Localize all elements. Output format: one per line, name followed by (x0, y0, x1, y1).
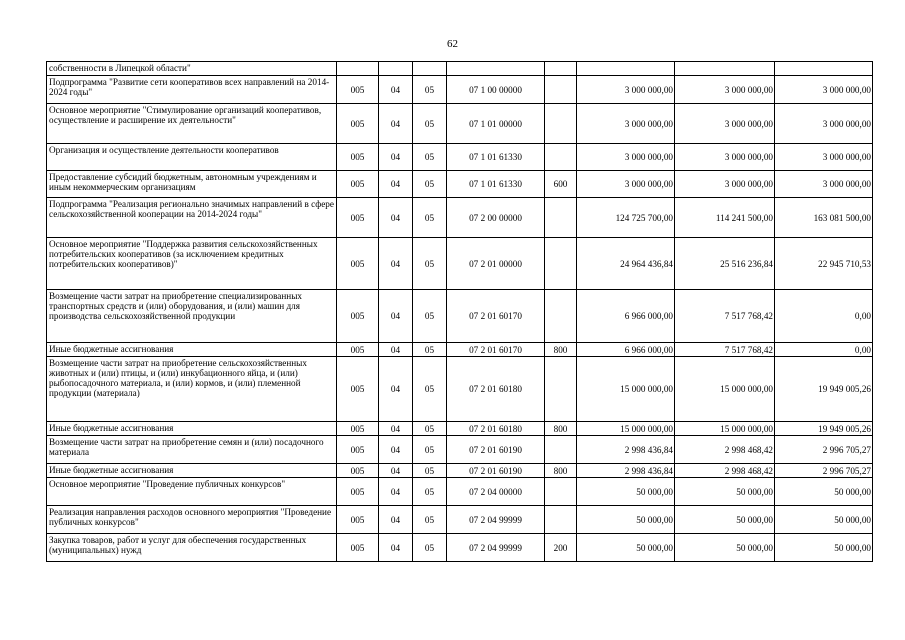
table-row (47, 104, 873, 144)
row-expense-type-cell: 800 (545, 464, 577, 478)
row-section-code-cell (379, 62, 413, 76)
row-section-code-cell: 04 (379, 76, 413, 104)
row-expense-type-cell: 800 (545, 422, 577, 436)
row-ministry-code-cell: 005 (337, 198, 379, 238)
table-row (47, 238, 873, 290)
row-amount-year3-cell: 3 000 000,00 (775, 171, 873, 198)
row-name-cell: Закупка товаров, работ и услуг для обеспечения государственных (муниципальных) нужд (47, 534, 337, 562)
row-amount-year2-cell: 50 000,00 (675, 506, 775, 534)
row-target-article-cell: 07 2 04 99999 (447, 534, 545, 562)
table-row (47, 464, 873, 478)
row-target-article-cell: 07 2 01 60180 (447, 357, 545, 422)
row-name-cell: Иные бюджетные ассигнования (47, 464, 337, 478)
row-amount-year3-cell: 2 996 705,27 (775, 436, 873, 464)
row-amount-year2-cell: 3 000 000,00 (675, 104, 775, 144)
row-amount-year3-cell: 2 996 705,27 (775, 464, 873, 478)
row-section-code-cell: 04 (379, 171, 413, 198)
row-amount-year1-cell: 24 964 436,84 (577, 238, 675, 290)
row-subsection-code-cell: 05 (413, 534, 447, 562)
row-name-cell: Возмещение части затрат на приобретение специализированных транспортных средств и (или) оборудования, и (или) машин для производства сельскохозяйственной продукции (47, 290, 337, 343)
row-section-code-cell: 04 (379, 436, 413, 464)
row-expense-type-cell (545, 506, 577, 534)
row-ministry-code-cell (337, 62, 379, 76)
row-amount-year2-cell: 114 241 500,00 (675, 198, 775, 238)
row-target-article-cell: 07 1 01 61330 (447, 171, 545, 198)
table-row (47, 76, 873, 104)
row-subsection-code-cell: 05 (413, 343, 447, 357)
row-name-cell: Иные бюджетные ассигнования (47, 343, 337, 357)
row-amount-year1-cell: 15 000 000,00 (577, 422, 675, 436)
row-section-code-cell: 04 (379, 144, 413, 171)
row-subsection-code-cell: 05 (413, 478, 447, 506)
row-section-code-cell: 04 (379, 198, 413, 238)
row-amount-year1-cell: 50 000,00 (577, 506, 675, 534)
row-target-article-cell: 07 2 01 60190 (447, 436, 545, 464)
table-row (47, 422, 873, 436)
row-expense-type-cell (545, 357, 577, 422)
row-subsection-code-cell: 05 (413, 238, 447, 290)
row-amount-year1-cell: 6 966 000,00 (577, 343, 675, 357)
row-name-cell: Реализация направления расходов основного мероприятия "Проведение публичных конкурсов" (47, 506, 337, 534)
row-target-article-cell: 07 2 04 99999 (447, 506, 545, 534)
row-name-cell: Организация и осуществление деятельности кооперативов (47, 144, 337, 171)
row-section-code-cell: 04 (379, 357, 413, 422)
row-ministry-code-cell: 005 (337, 436, 379, 464)
row-target-article-cell: 07 2 04 00000 (447, 478, 545, 506)
row-expense-type-cell (545, 76, 577, 104)
row-target-article-cell: 07 1 01 61330 (447, 144, 545, 171)
row-amount-year1-cell: 2 998 436,84 (577, 436, 675, 464)
row-subsection-code-cell: 05 (413, 144, 447, 171)
row-amount-year2-cell: 50 000,00 (675, 478, 775, 506)
row-name-cell: Возмещение части затрат на приобретение семян и (или) посадочного материала (47, 436, 337, 464)
row-section-code-cell: 04 (379, 343, 413, 357)
row-ministry-code-cell: 005 (337, 343, 379, 357)
row-target-article-cell: 07 2 01 60180 (447, 422, 545, 436)
row-amount-year3-cell: 3 000 000,00 (775, 76, 873, 104)
row-ministry-code-cell: 005 (337, 464, 379, 478)
row-target-article-cell: 07 1 00 00000 (447, 76, 545, 104)
row-amount-year1-cell: 3 000 000,00 (577, 104, 675, 144)
row-subsection-code-cell (413, 62, 447, 76)
table-row (47, 436, 873, 464)
row-name-cell: Основное мероприятие "Поддержка развития сельскохозяйственных потребительских кооперативов (за исключением кредитных потребительских кооперативов)" (47, 238, 337, 290)
row-amount-year3-cell: 3 000 000,00 (775, 144, 873, 171)
table-row (47, 534, 873, 562)
budget-table (46, 61, 873, 562)
table-row (47, 198, 873, 238)
row-amount-year2-cell: 3 000 000,00 (675, 171, 775, 198)
row-subsection-code-cell: 05 (413, 104, 447, 144)
row-amount-year2-cell: 3 000 000,00 (675, 76, 775, 104)
row-amount-year1-cell: 15 000 000,00 (577, 357, 675, 422)
row-amount-year1-cell: 3 000 000,00 (577, 76, 675, 104)
row-section-code-cell: 04 (379, 506, 413, 534)
row-amount-year3-cell: 0,00 (775, 290, 873, 343)
row-subsection-code-cell: 05 (413, 422, 447, 436)
row-section-code-cell: 04 (379, 104, 413, 144)
row-section-code-cell: 04 (379, 464, 413, 478)
row-target-article-cell: 07 2 01 60170 (447, 290, 545, 343)
row-name-cell: Подпрограмма "Развитие сети кооперативов всех направлений на 2014-2024 годы" (47, 76, 337, 104)
page-number: 62 (447, 38, 458, 50)
row-amount-year2-cell: 15 000 000,00 (675, 357, 775, 422)
row-expense-type-cell (545, 290, 577, 343)
table-row (47, 506, 873, 534)
row-amount-year1-cell: 124 725 700,00 (577, 198, 675, 238)
row-expense-type-cell: 200 (545, 534, 577, 562)
row-amount-year3-cell: 50 000,00 (775, 478, 873, 506)
row-target-article-cell: 07 2 00 00000 (447, 198, 545, 238)
row-amount-year2-cell: 2 998 468,42 (675, 464, 775, 478)
row-amount-year1-cell: 6 966 000,00 (577, 290, 675, 343)
row-target-article-cell: 07 2 01 60170 (447, 343, 545, 357)
row-subsection-code-cell: 05 (413, 76, 447, 104)
row-section-code-cell: 04 (379, 478, 413, 506)
row-name-cell: Основное мероприятие "Проведение публичных конкурсов" (47, 478, 337, 506)
table-row (47, 478, 873, 506)
row-ministry-code-cell: 005 (337, 478, 379, 506)
row-expense-type-cell: 600 (545, 171, 577, 198)
row-expense-type-cell (545, 104, 577, 144)
row-subsection-code-cell: 05 (413, 506, 447, 534)
row-amount-year3-cell: 3 000 000,00 (775, 104, 873, 144)
row-amount-year2-cell: 25 516 236,84 (675, 238, 775, 290)
table-row (47, 62, 873, 76)
row-section-code-cell: 04 (379, 422, 413, 436)
row-subsection-code-cell: 05 (413, 464, 447, 478)
row-amount-year2-cell (675, 62, 775, 76)
row-ministry-code-cell: 005 (337, 534, 379, 562)
row-amount-year2-cell: 2 998 468,42 (675, 436, 775, 464)
row-expense-type-cell: 800 (545, 343, 577, 357)
table-row (47, 290, 873, 343)
row-subsection-code-cell: 05 (413, 171, 447, 198)
row-amount-year3-cell: 22 945 710,53 (775, 238, 873, 290)
row-amount-year3-cell: 163 081 500,00 (775, 198, 873, 238)
row-ministry-code-cell: 005 (337, 357, 379, 422)
row-ministry-code-cell: 005 (337, 144, 379, 171)
row-ministry-code-cell: 005 (337, 506, 379, 534)
row-amount-year2-cell: 15 000 000,00 (675, 422, 775, 436)
row-amount-year1-cell: 3 000 000,00 (577, 171, 675, 198)
row-subsection-code-cell: 05 (413, 198, 447, 238)
row-amount-year2-cell: 50 000,00 (675, 534, 775, 562)
row-expense-type-cell (545, 198, 577, 238)
row-amount-year3-cell (775, 62, 873, 76)
row-amount-year2-cell: 7 517 768,42 (675, 343, 775, 357)
row-ministry-code-cell: 005 (337, 171, 379, 198)
table-row (47, 343, 873, 357)
row-ministry-code-cell: 005 (337, 422, 379, 436)
row-expense-type-cell (545, 478, 577, 506)
row-target-article-cell (447, 62, 545, 76)
row-target-article-cell: 07 1 01 00000 (447, 104, 545, 144)
row-amount-year2-cell: 7 517 768,42 (675, 290, 775, 343)
row-section-code-cell: 04 (379, 534, 413, 562)
row-name-cell: Подпрограмма "Реализация регионально значимых направлений в сфере сельскохозяйственной кооперации на 2014-2024 годы" (47, 198, 337, 238)
row-subsection-code-cell: 05 (413, 436, 447, 464)
row-amount-year3-cell: 50 000,00 (775, 534, 873, 562)
row-amount-year3-cell: 19 949 005,26 (775, 357, 873, 422)
row-expense-type-cell (545, 62, 577, 76)
row-target-article-cell: 07 2 01 00000 (447, 238, 545, 290)
row-name-cell: Основное мероприятие "Стимулирование организаций кооперативов, осуществление и расширение их деятельности" (47, 104, 337, 144)
row-ministry-code-cell: 005 (337, 104, 379, 144)
row-name-cell: Иные бюджетные ассигнования (47, 422, 337, 436)
row-ministry-code-cell: 005 (337, 290, 379, 343)
row-target-article-cell: 07 2 01 60190 (447, 464, 545, 478)
row-expense-type-cell (545, 238, 577, 290)
row-expense-type-cell (545, 436, 577, 464)
row-section-code-cell: 04 (379, 238, 413, 290)
row-subsection-code-cell: 05 (413, 357, 447, 422)
row-ministry-code-cell: 005 (337, 238, 379, 290)
table-body (47, 62, 873, 562)
row-name-cell: собственности в Липецкой области" (47, 62, 337, 76)
row-amount-year2-cell: 3 000 000,00 (675, 144, 775, 171)
row-ministry-code-cell: 005 (337, 76, 379, 104)
row-amount-year1-cell: 3 000 000,00 (577, 144, 675, 171)
row-amount-year3-cell: 50 000,00 (775, 506, 873, 534)
table-row (47, 357, 873, 422)
row-subsection-code-cell: 05 (413, 290, 447, 343)
row-amount-year1-cell: 50 000,00 (577, 478, 675, 506)
row-amount-year3-cell: 0,00 (775, 343, 873, 357)
table-row (47, 171, 873, 198)
row-amount-year3-cell: 19 949 005,26 (775, 422, 873, 436)
row-expense-type-cell (545, 144, 577, 171)
row-name-cell: Предоставление субсидий бюджетным, автономным учреждениям и иным некоммерческим организациям (47, 171, 337, 198)
table-row (47, 144, 873, 171)
row-amount-year1-cell: 50 000,00 (577, 534, 675, 562)
row-amount-year1-cell (577, 62, 675, 76)
row-name-cell: Возмещение части затрат на приобретение сельскохозяйственных животных и (или) птицы, и (или) инкубационного яйца, и (или) рыбопосадочного материала, и (или) кормов, и (или) племенной продукции (материала) (47, 357, 337, 422)
row-amount-year1-cell: 2 998 436,84 (577, 464, 675, 478)
row-section-code-cell: 04 (379, 290, 413, 343)
